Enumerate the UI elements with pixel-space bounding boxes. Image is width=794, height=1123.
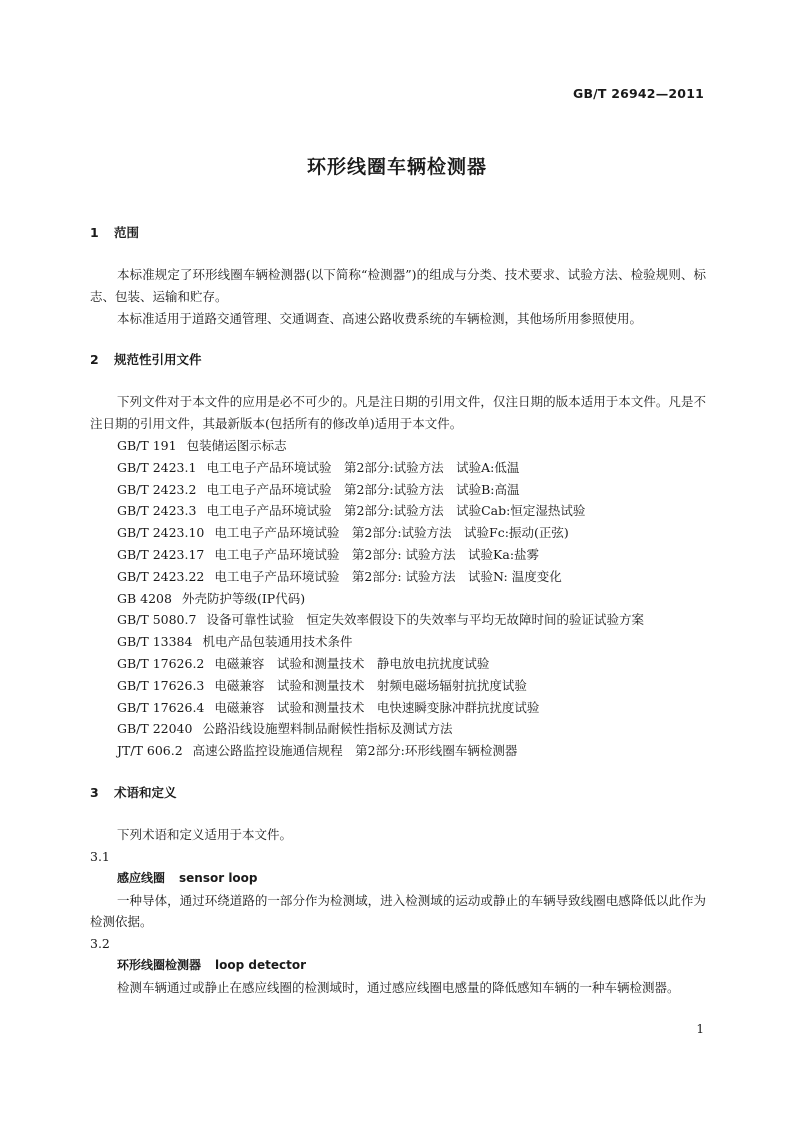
reference-item: [90, 718, 706, 740]
section-title: 术语和定义: [114, 784, 177, 800]
reference-item: [90, 740, 706, 762]
reference-code: GB/T 2423.2: [117, 481, 197, 497]
term-definition: 一种导体，通过环绕道路的一部分作为检测域，进入检测域的运动或静止的车辆导致线圈电感降低以此作为检测依据。: [90, 892, 706, 930]
reference-item: [90, 588, 706, 610]
reference-title: 电磁兼容 试验和测量技术 电快速瞬变脉冲群抗扰度试验: [214, 699, 540, 715]
reference-title: 电工电子产品环境试验 第2部分: 试验方法 试验Ka:盐雾: [214, 546, 540, 562]
reference-code: GB/T 191: [117, 437, 177, 453]
term-heading: [90, 955, 706, 977]
reference-code: GB/T 17626.4: [117, 699, 205, 715]
reference-code: GB/T 13384: [117, 634, 193, 650]
reference-item: [90, 457, 706, 479]
section-heading-terms-definitions: [90, 782, 706, 804]
reference-code: GB/T 2423.1: [117, 459, 197, 475]
reference-code: JT/T 606.2: [117, 743, 183, 759]
reference-item: [90, 479, 706, 501]
reference-item: [90, 544, 706, 566]
reference-item: [90, 435, 706, 457]
reference-title: 公路沿线设施塑料制品耐候性指标及测试方法: [202, 721, 453, 737]
terms-intro: 下列术语和定义适用于本文件。: [117, 826, 293, 842]
term-chinese: 感应线圈: [117, 870, 166, 885]
reference-title: 电磁兼容 试验和测量技术 静电放电抗扰度试验: [214, 655, 490, 671]
section-number: 2: [90, 352, 99, 368]
reference-code: GB/T 2423.17: [117, 546, 205, 562]
term-heading: [90, 868, 706, 890]
term-definition: 检测车辆通过或静止在感应线圈的检测域时，通过感应线圈电感量的降低感知车辆的一种车辆检测器。: [117, 979, 680, 995]
document-body: [90, 222, 706, 999]
reference-title: 电工电子产品环境试验 第2部分:试验方法 试验B:高温: [206, 481, 520, 497]
reference-item: [90, 566, 706, 588]
reference-title: 电工电子产品环境试验 第2部分:试验方法 试验Fc:振动(正弦): [214, 525, 569, 541]
term-number: 3.1: [90, 848, 110, 864]
reference-title: 电工电子产品环境试验 第2部分:试验方法 试验A:低温: [206, 459, 520, 475]
reference-title: 电磁兼容 试验和测量技术 射频电磁场辐射抗扰度试验: [214, 677, 527, 693]
reference-item: [90, 609, 706, 631]
reference-title: 包装储运图示标志: [186, 437, 287, 453]
term-english: sensor loop: [179, 870, 258, 885]
scope-paragraph: 本标准适用于道路交通管理、交通调查、高速公路收费系统的车辆检测，其他场所用参照使用。: [117, 310, 643, 326]
reference-code: GB/T 5080.7: [117, 612, 197, 628]
reference-item: [90, 500, 706, 522]
term-chinese: 环形线圈检测器: [117, 958, 202, 973]
reference-item: [90, 631, 706, 653]
section-heading-normative-references: [90, 349, 706, 371]
reference-item: [90, 697, 706, 719]
section-title: 规范性引用文件: [114, 352, 202, 368]
section-number: 1: [90, 225, 99, 240]
reference-code: GB 4208: [117, 590, 172, 606]
section-title: 范围: [114, 225, 140, 240]
reference-item: [90, 653, 706, 675]
reference-code: GB/T 17626.3: [117, 677, 205, 693]
reference-title: 机电产品包装通用技术条件: [202, 634, 353, 650]
term-number: 3.2: [90, 936, 110, 952]
references-intro: 下列文件对于本文件的应用是必不可少的。凡是注日期的引用文件，仅注日期的版本适用于本文件。凡是不注日期的引用文件，其最新版本(包括所有的修改单)适用于本文件。: [90, 394, 706, 432]
section-number: 3: [90, 784, 99, 800]
reference-code: GB/T 2423.3: [117, 503, 197, 519]
reference-code: GB/T 17626.2: [117, 655, 205, 671]
scope-paragraph: 本标准规定了环形线圈车辆检测器(以下简称“检测器”)的组成与分类、技术要求、试验方法、检验规则、标志、包装、运输和贮存。: [90, 267, 706, 304]
reference-item: [90, 675, 706, 697]
reference-code: GB/T 2423.10: [117, 525, 205, 541]
document-title: 环形线圈车辆检测器: [306, 156, 487, 178]
reference-title: 电工电子产品环境试验 第2部分:试验方法 试验Cab:恒定湿热试验: [206, 503, 586, 519]
reference-title: 外壳防护等级(IP代码): [181, 590, 306, 606]
reference-title: 电工电子产品环境试验 第2部分: 试验方法 试验N: 温度变化: [214, 568, 562, 584]
term-english: loop detector: [215, 958, 306, 973]
reference-title: 高速公路监控设施通信规程 第2部分:环形线圈车辆检测器: [192, 743, 518, 759]
reference-list: [90, 435, 706, 762]
reference-item: [90, 522, 706, 544]
reference-code: GB/T 22040: [117, 721, 193, 737]
reference-title: 设备可靠性试验 恒定失效率假设下的失效率与平均无故障时间的验证试验方案: [206, 612, 644, 628]
reference-code: GB/T 2423.22: [117, 568, 205, 584]
section-heading-scope: [90, 222, 706, 244]
page-number: 1: [696, 1022, 704, 1036]
standard-code: GB/T 26942—2011: [572, 86, 704, 101]
